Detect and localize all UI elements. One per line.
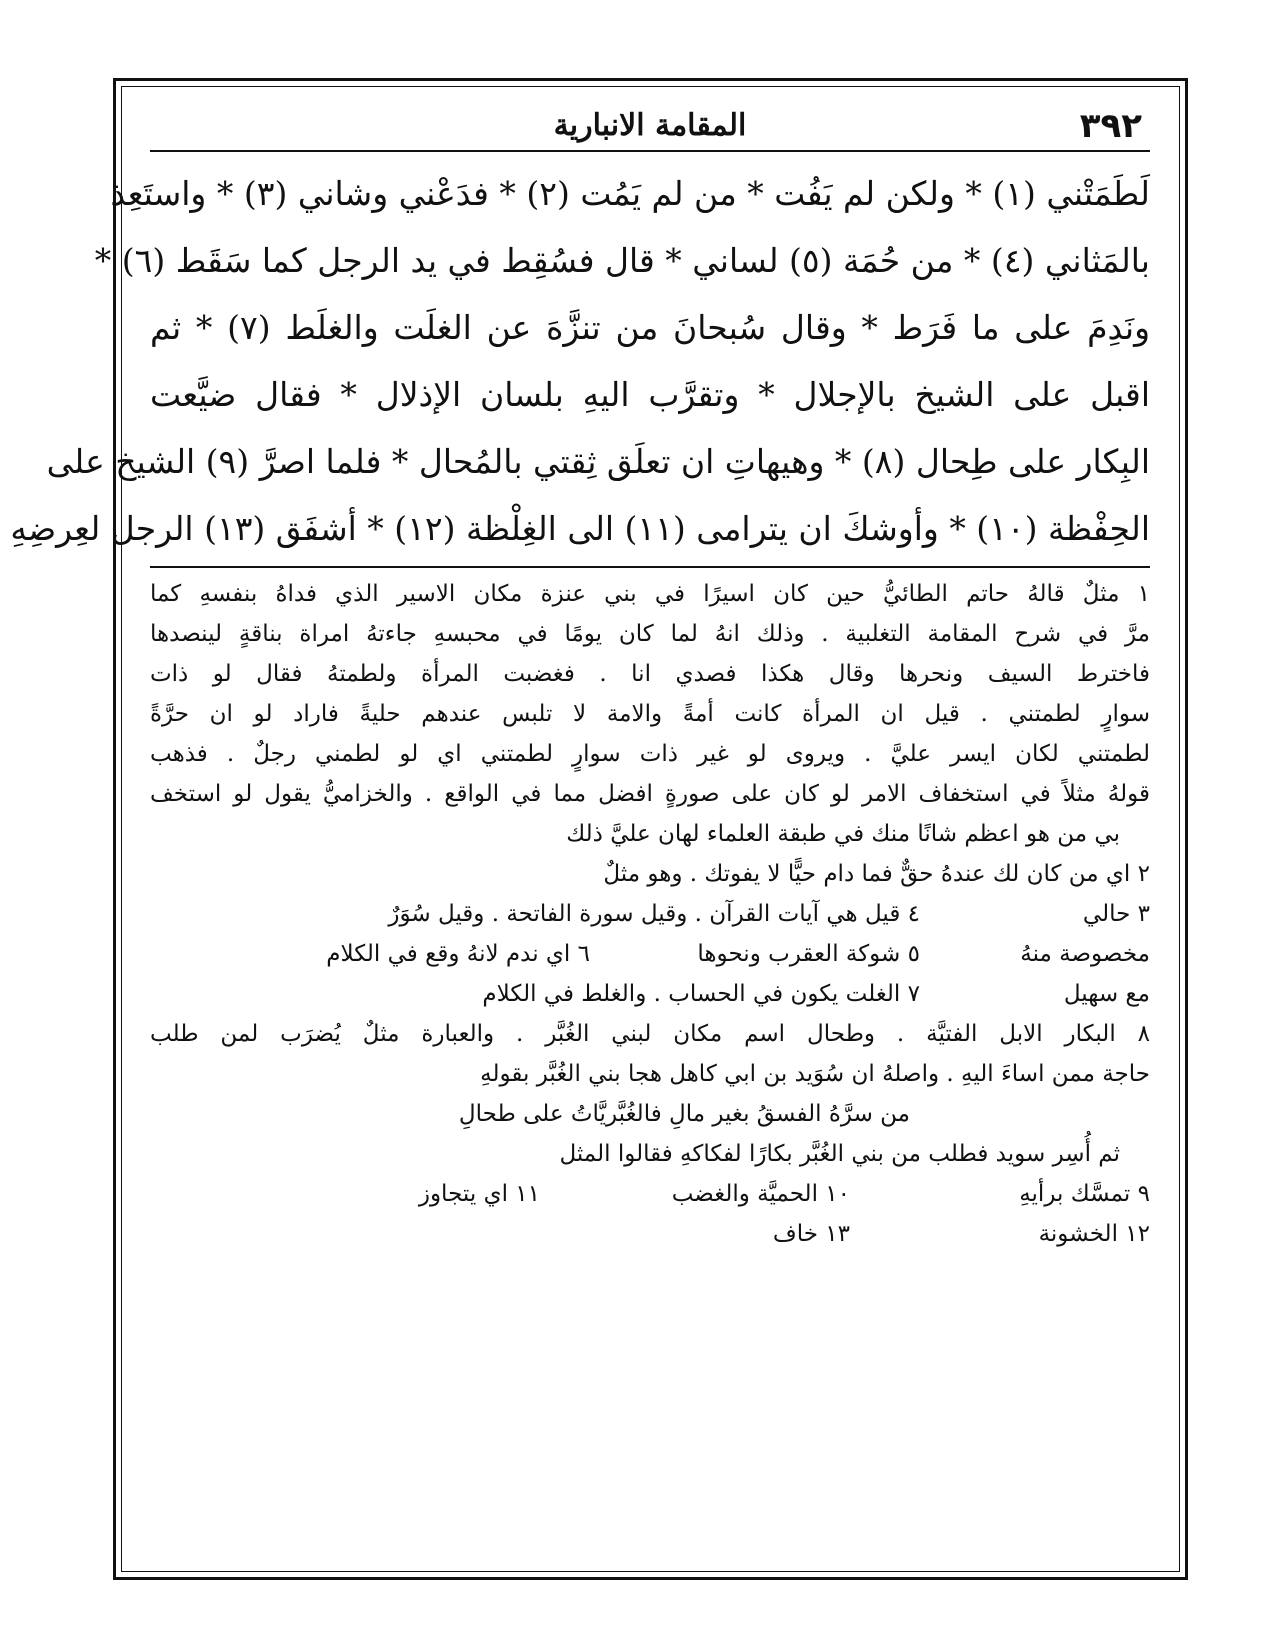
main-text-line: ونَدِمَ على ما فَرَط * وقال سُبحانَ من تنزَّهَ عن الغلَت والغلَط (٧) * ثم [150, 308, 1150, 347]
footnote-line: سوارٍ لطمتني . قيل ان المرأة كانت أمةً والامة لا تلبس عندهم حليةً فاراد لو ان حرَّةً [150, 701, 1150, 727]
footnote-3: ٣ حالي [1082, 901, 1150, 927]
footnote-9: ٩ تمسَّك برأيهِ [1019, 1181, 1150, 1207]
footnote-6: ٦ اي ندم لانهُ وقع في الكلام [326, 941, 590, 967]
footnote-8-verse: من سرَّهُ الفسقُ بغير مالِ فالغُبَّريَّاتُ على طحالِ [458, 1101, 910, 1127]
footnote-11: ١١ اي يتجاوز [418, 1181, 540, 1207]
page-header [150, 104, 1150, 152]
main-text-line: البِكار على طِحال (٨) * وهيهاتِ ان تعلَق ثِقتي بالمُحال * فلما اصرَّ (٩) الشيخ على [46, 442, 1150, 481]
footnote-2: ٢ اي من كان لك عندهُ حقٌّ فما دام حيًّا لا يفوتك . وهو مثلٌ [603, 861, 1150, 887]
main-text [10, 160, 1150, 562]
page-number: ٣٩٢ [1079, 106, 1142, 146]
footnote-8-line: ٨ البكار الابل الفتيَّة . وطحال اسم مكان لبني الغُبَّر . والعبارة مثلٌ يُضرَب لمن طلب [150, 1021, 1150, 1047]
footnote-10: ١٠ الحميَّة والغضب [671, 1181, 850, 1207]
footnote-7: ٧ الغلت يكون في الحساب . والغلط في الكلام [482, 981, 920, 1007]
footnotes [150, 574, 1150, 1254]
footnote-4-cont: مخصوصة منهُ [1020, 941, 1150, 967]
footnote-line: فاخترط السيف ونحرها وقال هكذا فصدي انا . فغضبت المرأة ولطمتهُ فقال لو ذات [150, 661, 1150, 687]
footnote-13: ١٣ خاف [772, 1221, 850, 1247]
header-rule [150, 150, 1150, 152]
footnote-row [150, 1214, 1150, 1254]
main-text-line: اقبل على الشيخ بالإجلال * وتقرَّب اليهِ بلسان الإذلال * فقال ضيَّعت [150, 375, 1150, 414]
main-text-line: لَطَمَتْني (١) * ولكن لم يَفُت * من لم يَمُت (٢) * فدَعْني وشاني (٣) * واستَعِذ [110, 174, 1150, 213]
main-text-line: الحِفْظة (١٠) * وأوشكَ ان يترامى (١١) الى الغِلْظة (١٢) * أشفَق (١٣) الرجل لعِرضِهِ [10, 509, 1150, 548]
footnote-8-line: حاجة ممن اساءَ اليهِ . واصلهُ ان سُوَيد بن ابي كاهل هجا بني الغُبَّر بقولهِ [480, 1061, 1150, 1087]
footnote-row [150, 894, 1150, 934]
footnote-line: ١ مثلٌ قالهُ حاتم الطائيُّ حين كان اسيرًا في بني عنزة مكان الاسير الذي فداهُ بنفسهِ كما [150, 581, 1150, 607]
footnote-line: بي من هو اعظم شانًا منك في طبقة العلماء لهان عليَّ ذلك [566, 821, 1120, 847]
running-title: المقامة الانبارية [553, 108, 747, 143]
footnote-row [150, 934, 1150, 974]
footnote-row [150, 974, 1150, 1014]
footnote-5: ٥ شوكة العقرب ونحوها [697, 941, 920, 967]
footnote-row [150, 1174, 1150, 1214]
footnote-line: لطمتني لكان ايسر عليَّ . ويروى لو غير ذات سوارٍ لطمتني اي لو لطمني رجلٌ . فذهب [150, 741, 1150, 767]
footnote-6-cont: مع سهيل [1063, 981, 1150, 1007]
main-text-line: بالمَثاني (٤) * من حُمَة (٥) لساني * قال فسُقِط في يد الرجل كما سَقَط (٦) * [94, 241, 1150, 280]
footnote-line: مرَّ في شرح المقامة التغلبية . وذلك انهُ لما كان يومًا في محبسهِ جاءتهُ امراة بناقةٍ لينصدها [150, 621, 1150, 647]
footnote-line: قولهُ مثلاً في استخفاف الامر لو كان على صورةٍ افضل مما في الواقع . والخزاميُّ يقول لو استخف [150, 781, 1150, 807]
footnote-8-end: ثم أُسِر سويد فطلب من بني الغُبَّر بكارًا لفكاكهِ فقالوا المثل [559, 1141, 1120, 1167]
footnote-12: ١٢ الخشونة [1038, 1221, 1150, 1247]
footnote-4: ٤ قيل هي آيات القرآن . وقيل سورة الفاتحة . وقيل سُوَرٌ [388, 901, 920, 927]
footnote-rule [150, 566, 1150, 568]
